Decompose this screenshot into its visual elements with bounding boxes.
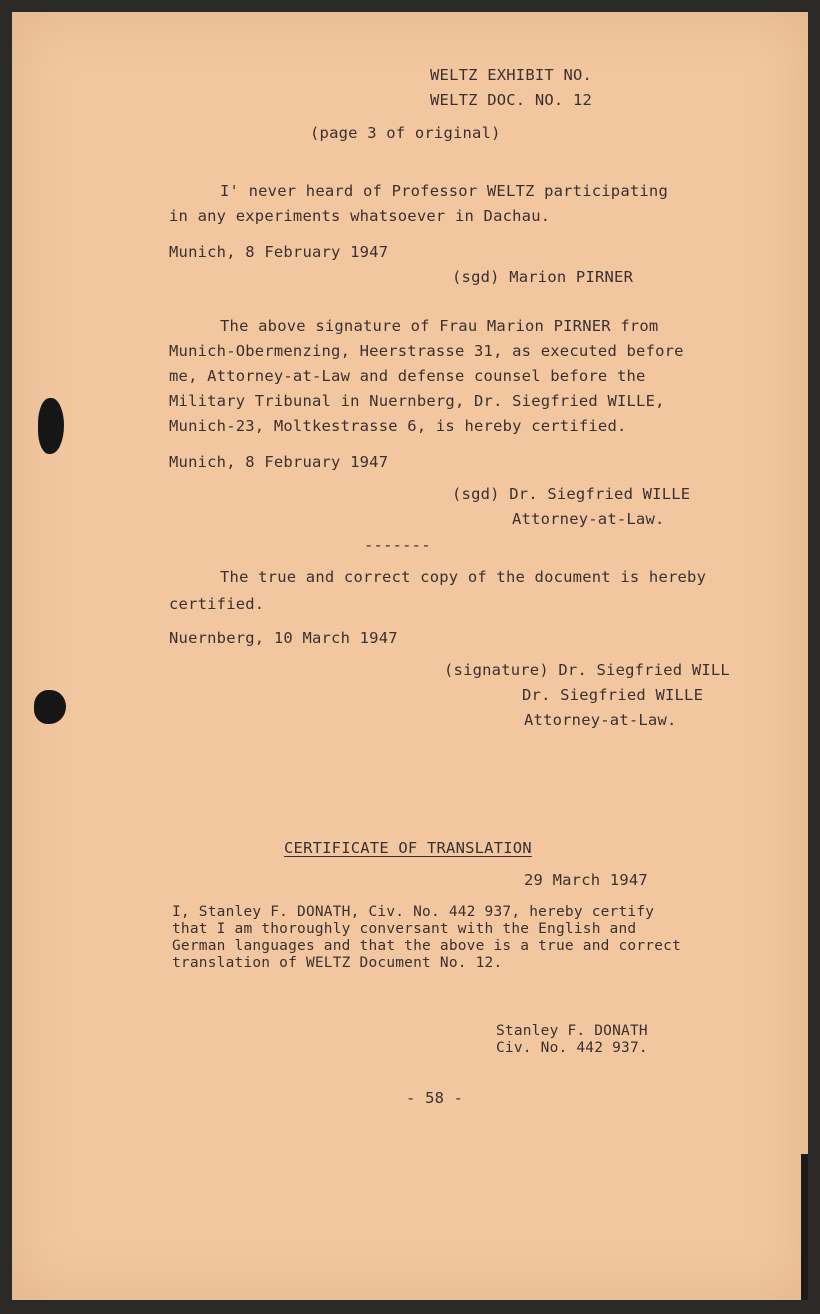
copy-cert-place-date: Nuernberg, 10 March 1947 bbox=[169, 629, 398, 647]
certification-line-1: The above signature of Frau Marion PIRNER from bbox=[220, 317, 659, 335]
copy-cert-title: Attorney-at-Law. bbox=[524, 711, 677, 729]
certification-line-2: Munich-Obermenzing, Heerstrasse 31, as executed before bbox=[169, 342, 684, 360]
statement-line-2: in any experiments whatsoever in Dachau. bbox=[169, 207, 551, 225]
translation-line-4: translation of WELTZ Document No. 12. bbox=[172, 955, 503, 971]
paper-edge-damage bbox=[801, 1154, 808, 1300]
punch-hole-top bbox=[38, 398, 64, 454]
translation-date: 29 March 1947 bbox=[524, 871, 648, 889]
document-page bbox=[12, 12, 808, 1300]
certification-line-4: Military Tribunal in Nuernberg, Dr. Siegfried WILLE, bbox=[169, 392, 665, 410]
statement-line-1: I' never heard of Professor WELTZ participating bbox=[220, 182, 668, 200]
translation-line-1: I, Stanley F. DONATH, Civ. No. 442 937, hereby certify bbox=[172, 904, 655, 920]
separator-line: ------- bbox=[364, 536, 431, 554]
certification-line-3: me, Attorney-at-Law and defense counsel before the bbox=[169, 367, 646, 385]
statement-place-date: Munich, 8 February 1947 bbox=[169, 243, 389, 261]
copy-cert-signature: (signature) Dr. Siegfried WILL bbox=[444, 661, 730, 679]
page-number: - 58 - bbox=[406, 1089, 464, 1107]
translation-line-2: that I am thoroughly conversant with the English and bbox=[172, 921, 637, 937]
copy-cert-line-2: certified. bbox=[169, 595, 265, 613]
punch-hole-bottom bbox=[34, 690, 66, 724]
document-number: WELTZ DOC. NO. 12 bbox=[430, 91, 593, 109]
certification-signature: (sgd) Dr. Siegfried WILLE bbox=[452, 485, 691, 503]
certification-title: Attorney-at-Law. bbox=[512, 510, 665, 528]
translator-name: Stanley F. DONATH bbox=[496, 1023, 648, 1039]
copy-cert-name: Dr. Siegfried WILLE bbox=[522, 686, 704, 704]
statement-signature: (sgd) Marion PIRNER bbox=[452, 268, 634, 286]
certification-line-5: Munich-23, Moltkestrasse 6, is hereby certified. bbox=[169, 417, 627, 435]
exhibit-number: WELTZ EXHIBIT NO. bbox=[430, 66, 593, 84]
translation-heading: CERTIFICATE OF TRANSLATION bbox=[284, 839, 532, 857]
copy-cert-line-1: The true and correct copy of the document is hereby bbox=[220, 568, 707, 586]
page-reference: (page 3 of original) bbox=[310, 124, 501, 142]
translation-line-3: German languages and that the above is a true and correct bbox=[172, 938, 681, 954]
certification-place-date: Munich, 8 February 1947 bbox=[169, 453, 389, 471]
translator-civ-number: Civ. No. 442 937. bbox=[496, 1040, 648, 1056]
